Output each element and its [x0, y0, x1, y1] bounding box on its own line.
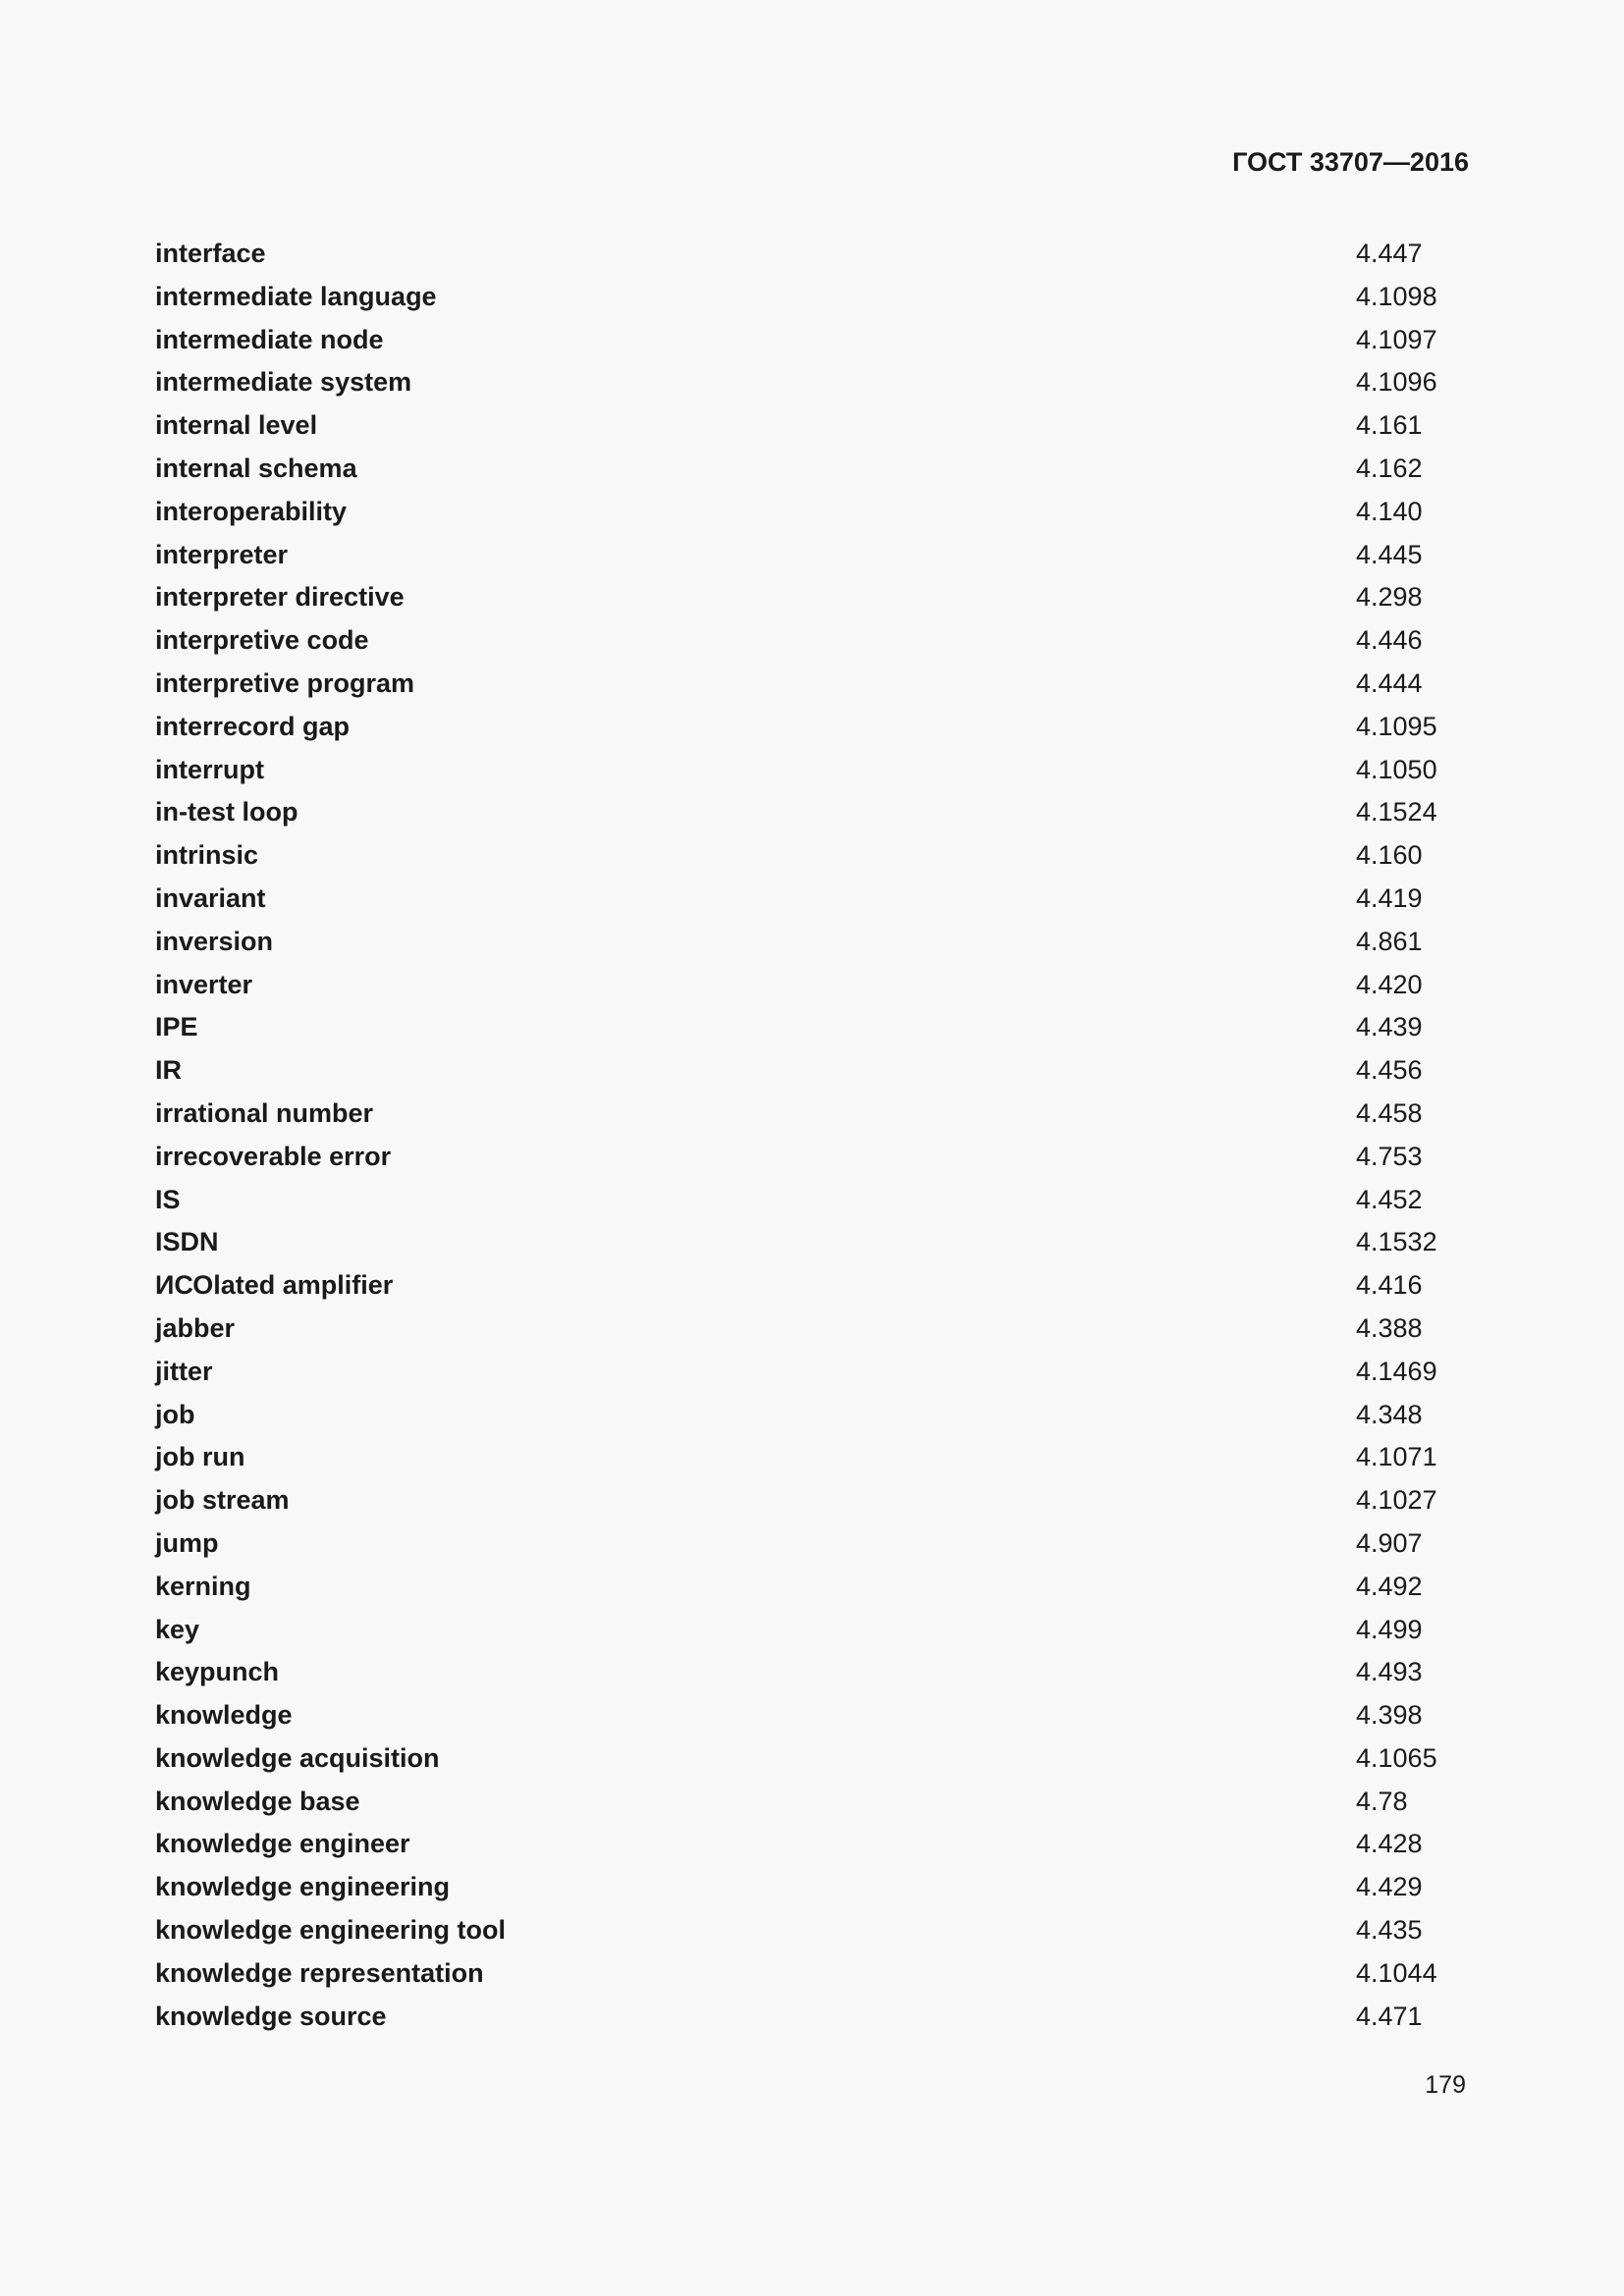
entry-reference: 4.471 [1356, 2001, 1423, 2031]
entry-term: kerning [155, 1571, 251, 1601]
entry-term: inversion [155, 926, 274, 956]
entry-term: IR [155, 1055, 182, 1086]
entry-term: keypunch [155, 1657, 280, 1687]
entry-term: jump [155, 1527, 219, 1558]
index-entry [155, 1909, 1471, 1952]
entry-term: key [155, 1614, 200, 1644]
entry-reference: 4.416 [1356, 1270, 1423, 1301]
index-entry [155, 834, 1471, 878]
index-entry [155, 1952, 1471, 1996]
entry-reference: 4.420 [1356, 969, 1423, 999]
index-entry [155, 1136, 1471, 1179]
index-entry [155, 1221, 1471, 1264]
entry-reference: 4.861 [1356, 926, 1423, 956]
index-entry [155, 619, 1471, 663]
index-entry [155, 1351, 1471, 1394]
entry-term: IPE [155, 1012, 198, 1042]
entry-reference: 4.1095 [1356, 711, 1437, 741]
entry-reference: 4.499 [1356, 1614, 1423, 1644]
entry-reference: 4.445 [1356, 539, 1423, 569]
index-entry [155, 576, 1471, 619]
index-entry [155, 921, 1471, 964]
entry-reference: 4.753 [1356, 1141, 1423, 1171]
entry-term: intrinsic [155, 840, 259, 871]
entry-term: invariant [155, 882, 266, 913]
entry-reference: 4.1071 [1356, 1442, 1437, 1472]
index-entry [155, 1049, 1471, 1093]
entry-term: knowledge engineering tool [155, 1915, 507, 1946]
entry-reference: 4.78 [1356, 1786, 1408, 1816]
entry-term: irrational number [155, 1097, 374, 1128]
entry-term: ISDN [155, 1227, 219, 1257]
page-number: 179 [1425, 2071, 1466, 2099]
index-entry [155, 1093, 1471, 1136]
entry-term: knowledge engineer [155, 1829, 410, 1859]
entry-reference: 4.428 [1356, 1829, 1423, 1859]
entry-term: interpreter [155, 539, 289, 569]
index-entry [155, 1737, 1471, 1781]
document-header: ГОСТ 33707—2016 [1232, 147, 1469, 177]
entry-reference: 4.419 [1356, 882, 1423, 913]
entry-reference: 4.446 [1356, 625, 1423, 656]
index-entry [155, 1609, 1471, 1652]
entry-term: knowledge acquisition [155, 1742, 440, 1773]
entry-reference: 4.435 [1356, 1915, 1423, 1946]
entry-term: intermediate language [155, 281, 437, 311]
entry-reference: 4.161 [1356, 410, 1423, 441]
index-entry [155, 964, 1471, 1007]
entry-term: internal level [155, 410, 318, 441]
index-entry [155, 1651, 1471, 1694]
entry-term: jabber [155, 1312, 236, 1343]
entry-reference: 4.1469 [1356, 1356, 1437, 1386]
entry-reference: 4.447 [1356, 239, 1423, 268]
entry-term: knowledge base [155, 1786, 360, 1816]
index-entry [155, 361, 1471, 404]
entry-reference: 4.1097 [1356, 324, 1437, 354]
entry-reference: 4.1050 [1356, 754, 1437, 784]
entry-term: intermediate node [155, 324, 384, 354]
term-index-list [155, 233, 1471, 2038]
index-entry [155, 878, 1471, 921]
index-entry [155, 1694, 1471, 1737]
entry-reference: 4.160 [1356, 840, 1423, 871]
index-entry [155, 1479, 1471, 1522]
entry-term: jitter [155, 1356, 213, 1386]
index-entry [155, 233, 1471, 276]
entry-term: interpreter directive [155, 582, 405, 613]
index-entry [155, 1436, 1471, 1479]
entry-reference: 4.140 [1356, 496, 1423, 526]
entry-reference: 4.458 [1356, 1097, 1423, 1128]
index-entry [155, 534, 1471, 577]
entry-reference: 4.1027 [1356, 1485, 1437, 1516]
index-entry [155, 749, 1471, 792]
entry-reference: 4.439 [1356, 1012, 1423, 1042]
entry-term: knowledge [155, 1700, 293, 1731]
entry-term: interrecord gap [155, 711, 351, 741]
entry-term: job stream [155, 1485, 290, 1516]
entry-reference: 4.298 [1356, 582, 1423, 613]
entry-reference: 4.493 [1356, 1657, 1423, 1687]
entry-term: knowledge representation [155, 1957, 484, 1988]
entry-term: inverter [155, 969, 253, 999]
entry-term: interoperability [155, 496, 348, 526]
entry-term: job run [155, 1442, 245, 1472]
entry-term: IS [155, 1184, 181, 1214]
index-entry [155, 1781, 1471, 1824]
index-entry [155, 1006, 1471, 1049]
index-entry [155, 491, 1471, 534]
entry-reference: 4.1532 [1356, 1227, 1437, 1257]
index-entry [155, 1179, 1471, 1222]
entry-reference: 4.1044 [1356, 1957, 1437, 1988]
entry-term: interpretive program [155, 667, 415, 698]
entry-reference: 4.907 [1356, 1527, 1423, 1558]
entry-term: interpretive code [155, 625, 369, 656]
entry-term: interface [155, 239, 266, 268]
entry-reference: 4.1065 [1356, 1742, 1437, 1773]
entry-term: job [155, 1399, 195, 1429]
entry-reference: 4.388 [1356, 1312, 1423, 1343]
entry-term: interrupt [155, 754, 264, 784]
index-entry [155, 1264, 1471, 1308]
entry-term: internal schema [155, 453, 357, 483]
entry-reference: 4.348 [1356, 1399, 1423, 1429]
entry-reference: 4.1098 [1356, 281, 1437, 311]
index-entry [155, 319, 1471, 362]
index-entry [155, 1394, 1471, 1437]
entry-term: knowledge engineering [155, 1872, 451, 1902]
index-entry [155, 1996, 1471, 2039]
entry-term: intermediate system [155, 367, 412, 398]
index-entry [155, 448, 1471, 491]
entry-reference: 4.162 [1356, 453, 1423, 483]
index-entry [155, 1866, 1471, 1909]
entry-reference: 4.1524 [1356, 797, 1437, 828]
index-entry [155, 706, 1471, 749]
entry-term: knowledge source [155, 2001, 387, 2031]
entry-reference: 4.398 [1356, 1700, 1423, 1731]
entry-term: in-test loop [155, 797, 298, 828]
index-entry [155, 1522, 1471, 1566]
entry-reference: 4.492 [1356, 1571, 1423, 1601]
entry-reference: 4.452 [1356, 1184, 1423, 1214]
entry-reference: 4.456 [1356, 1055, 1423, 1086]
index-entry [155, 1566, 1471, 1609]
index-entry [155, 791, 1471, 834]
index-entry [155, 1308, 1471, 1351]
entry-term: ИСОlated amplifier [155, 1270, 394, 1301]
entry-reference: 4.429 [1356, 1872, 1423, 1902]
entry-reference: 4.1096 [1356, 367, 1437, 398]
index-entry [155, 276, 1471, 319]
index-entry [155, 1823, 1471, 1866]
entry-reference: 4.444 [1356, 667, 1423, 698]
index-entry [155, 663, 1471, 706]
index-entry [155, 404, 1471, 448]
entry-term: irrecoverable error [155, 1141, 392, 1171]
